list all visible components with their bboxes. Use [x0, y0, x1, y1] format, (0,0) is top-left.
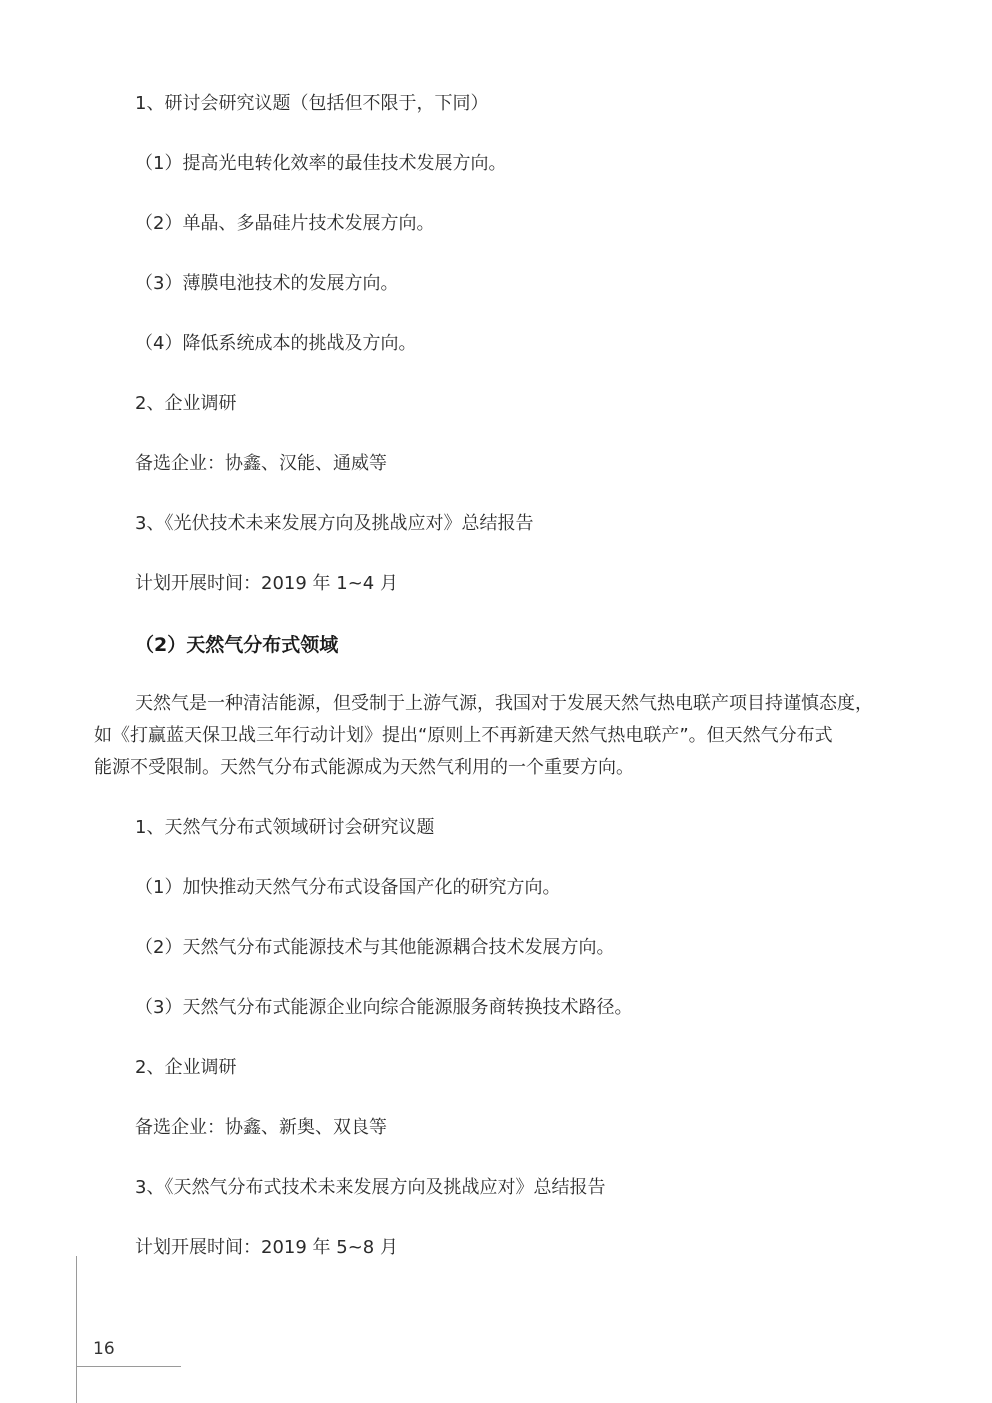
section2-intro-paragraph	[94, 688, 894, 784]
section2-survey-companies: 备选企业：协鑫、新奥、双良等	[135, 1117, 387, 1138]
section2-title: （2）天然气分布式领域	[135, 634, 339, 656]
section1-topic-4: （4）降低系统成本的挑战及方向。	[135, 333, 417, 354]
section1-report: 3、《光伏技术未来发展方向及挑战应对》总结报告	[135, 513, 534, 534]
section1-topic-2: （2）单晶、多晶硅片技术发展方向。	[135, 213, 435, 234]
section2-survey-heading: 2、企业调研	[135, 1057, 237, 1078]
section2-intro-line-3: 能源不受限制。天然气分布式能源成为天然气利用的一个重要方向。	[94, 757, 634, 778]
section2-topic-3: （3）天然气分布式能源企业向综合能源服务商转换技术路径。	[135, 997, 633, 1018]
section2-intro-line-2: 如《打赢蓝天保卫战三年行动计划》提出“原则上不再新建天然气热电联产”。但天然气分布式	[94, 725, 833, 746]
footer-horizontal-rule	[76, 1366, 181, 1367]
section2-topic-2: （2）天然气分布式能源技术与其他能源耦合技术发展方向。	[135, 937, 615, 958]
section1-topic-3: （3）薄膜电池技术的发展方向。	[135, 273, 399, 294]
footer-vertical-rule	[76, 1256, 77, 1403]
section2-schedule: 计划开展时间：2019 年 5~8 月	[135, 1237, 398, 1258]
section2-report: 3、《天然气分布式技术未来发展方向及挑战应对》总结报告	[135, 1177, 606, 1198]
section2-intro-line-1: 天然气是一种清洁能源，但受制于上游气源，我国对于发展天然气热电联产项目持谨慎态度，	[135, 693, 873, 714]
section2-topics-heading: 1、天然气分布式领域研讨会研究议题	[135, 817, 435, 838]
section1-topics-heading: 1、研讨会研究议题（包括但不限于，下同）	[135, 93, 489, 114]
section1-topic-1: （1）提高光电转化效率的最佳技术发展方向。	[135, 153, 507, 174]
section2-topic-1: （1）加快推动天然气分布式设备国产化的研究方向。	[135, 877, 561, 898]
page-number: 16	[93, 1339, 115, 1359]
section1-schedule: 计划开展时间：2019 年 1~4 月	[135, 573, 398, 594]
section1-survey-heading: 2、企业调研	[135, 393, 237, 414]
section1-survey-companies: 备选企业：协鑫、汉能、通威等	[135, 453, 387, 474]
